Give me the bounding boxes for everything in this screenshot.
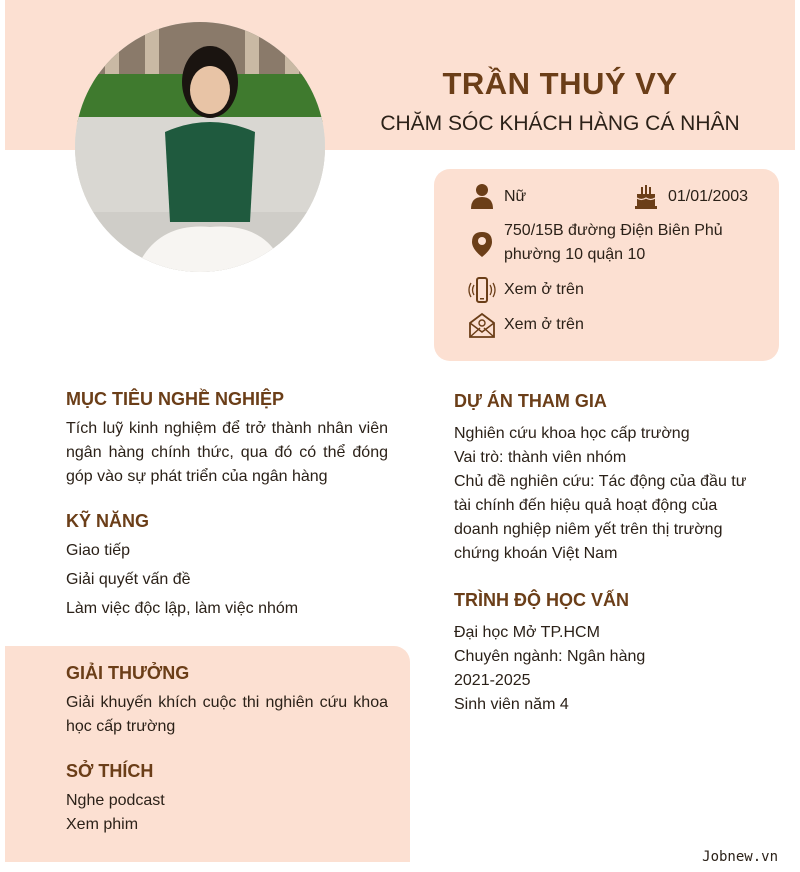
hobbies-list xyxy=(66,789,165,837)
skill-item: Giao tiếp xyxy=(66,542,131,559)
email-value: Xem ở trên xyxy=(504,316,584,333)
skills-title: KỸ NĂNG xyxy=(66,511,150,531)
footer-brand[interactable]: Jobnew.vn xyxy=(702,849,778,865)
person-icon xyxy=(468,182,496,210)
project-line: Vai trò: thành viên nhóm xyxy=(454,449,627,466)
project-line: Chủ đề nghiên cứu: Tác động của đầu tư xyxy=(454,473,747,490)
location-pin-icon xyxy=(468,230,496,258)
objective-title: MỤC TIÊU NGHỀ NGHIỆP xyxy=(66,389,285,409)
birthday-cake-icon xyxy=(632,182,660,210)
profile-name: TRẦN THUÝ VY xyxy=(442,66,678,101)
address-line1: 750/15B đường Điện Biên Phủ xyxy=(504,222,723,239)
objective-text: Tích luỹ kinh nghiệm để trở thành nhân viên ngân hàng chính thức, qua đó có thể đóng góp vào sự phát triển của ngân hàng xyxy=(66,420,388,485)
address-line2: phường 10 quận 10 xyxy=(504,246,646,263)
projects-list xyxy=(454,422,746,566)
phone-value: Xem ở trên xyxy=(504,281,584,298)
hobbies-title: SỞ THÍCH xyxy=(66,761,154,781)
project-line: chứng khoán Việt Nam xyxy=(454,545,618,562)
hobby-item: Nghe podcast xyxy=(66,792,165,809)
email-icon xyxy=(468,311,496,339)
education-line: Sinh viên năm 4 xyxy=(454,696,569,713)
profile-photo xyxy=(75,22,325,272)
education-list xyxy=(454,621,645,717)
profile-role: CHĂM SÓC KHÁCH HÀNG CÁ NHÂN xyxy=(380,112,740,135)
project-line: tài chính đến hiệu quả hoạt động của xyxy=(454,497,718,514)
skill-item: Làm việc độc lập, làm việc nhóm xyxy=(66,600,299,617)
projects-title: DỰ ÁN THAM GIA xyxy=(454,391,607,411)
profile-photo-illustration xyxy=(75,22,325,272)
education-line: Chuyên ngành: Ngân hàng xyxy=(454,648,646,665)
education-line: Đại học Mở TP.HCM xyxy=(454,624,600,641)
project-line: doanh nghiệp niêm yết trên thị trường xyxy=(454,521,723,538)
hobby-item: Xem phim xyxy=(66,816,139,833)
birthday-value: 01/01/2003 xyxy=(668,188,749,205)
education-line: 2021-2025 xyxy=(454,672,531,689)
gender-value: Nữ xyxy=(504,188,527,205)
skills-list xyxy=(66,539,298,626)
education-title: TRÌNH ĐỘ HỌC VẤN xyxy=(454,590,629,610)
project-line: Nghiên cứu khoa học cấp trường xyxy=(454,425,690,442)
skill-item: Giải quyết vấn đề xyxy=(66,571,191,588)
awards-text: Giải khuyến khích cuộc thi nghiên cứu khoa học cấp trường xyxy=(66,694,388,735)
phone-icon xyxy=(468,276,496,304)
awards-title: GIẢI THƯỞNG xyxy=(66,663,190,683)
contact-box xyxy=(434,169,779,361)
